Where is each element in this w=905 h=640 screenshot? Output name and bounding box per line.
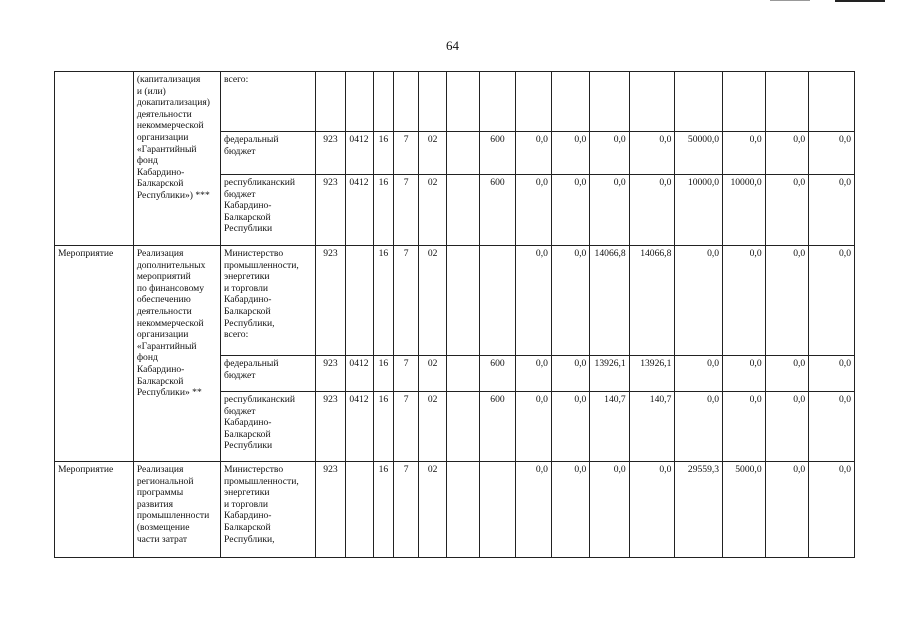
value-cell: 13926,1 bbox=[590, 356, 629, 392]
code-cell: 16 bbox=[373, 132, 394, 175]
value-cell: 0,0 bbox=[629, 175, 675, 246]
code-cell: 16 bbox=[373, 462, 394, 558]
code-cell bbox=[345, 246, 373, 356]
value-cell: 0,0 bbox=[675, 246, 723, 356]
value-cell bbox=[551, 72, 589, 132]
code-cell: 02 bbox=[419, 462, 447, 558]
code-cell: 7 bbox=[394, 392, 419, 462]
row-type-cell: Мероприятие bbox=[55, 246, 134, 462]
code-cell: 600 bbox=[480, 392, 515, 462]
code-cell: 923 bbox=[316, 356, 345, 392]
page-number: 64 bbox=[446, 38, 459, 53]
code-cell: 7 bbox=[394, 175, 419, 246]
code-cell: 02 bbox=[419, 175, 447, 246]
code-cell: 923 bbox=[316, 392, 345, 462]
value-cell: 0,0 bbox=[675, 392, 723, 462]
header-rule-left bbox=[770, 0, 810, 1]
value-cell: 0,0 bbox=[675, 356, 723, 392]
row-type-cell bbox=[55, 72, 134, 246]
code-cell: 0412 bbox=[345, 175, 373, 246]
value-cell: 0,0 bbox=[551, 356, 589, 392]
value-cell: 0,0 bbox=[515, 175, 551, 246]
code-cell: 923 bbox=[316, 132, 345, 175]
value-cell: 50000,0 bbox=[675, 132, 723, 175]
value-cell: 0,0 bbox=[809, 392, 855, 462]
value-cell: 0,0 bbox=[515, 462, 551, 558]
value-cell: 0,0 bbox=[515, 246, 551, 356]
code-cell bbox=[447, 356, 480, 392]
value-cell: 0,0 bbox=[809, 132, 855, 175]
value-cell: 0,0 bbox=[629, 462, 675, 558]
code-cell bbox=[316, 72, 345, 132]
code-cell bbox=[480, 246, 515, 356]
code-cell bbox=[447, 462, 480, 558]
value-cell: 10000,0 bbox=[723, 175, 766, 246]
value-cell: 0,0 bbox=[551, 246, 589, 356]
code-cell: 0412 bbox=[345, 392, 373, 462]
source-cell: всего: bbox=[221, 72, 316, 132]
value-cell: 0,0 bbox=[765, 246, 809, 356]
value-cell: 0,0 bbox=[551, 462, 589, 558]
code-cell: 7 bbox=[394, 246, 419, 356]
value-cell: 0,0 bbox=[809, 246, 855, 356]
code-cell: 923 bbox=[316, 246, 345, 356]
value-cell: 14066,8 bbox=[629, 246, 675, 356]
value-cell: 0,0 bbox=[809, 356, 855, 392]
code-cell: 7 bbox=[394, 132, 419, 175]
code-cell: 600 bbox=[480, 132, 515, 175]
code-cell bbox=[394, 72, 419, 132]
table-row bbox=[55, 462, 855, 558]
code-cell bbox=[345, 72, 373, 132]
header-rule-right bbox=[835, 0, 885, 2]
source-cell: республиканский бюджет Кабардино- Балкарской Республики bbox=[221, 175, 316, 246]
code-cell bbox=[447, 175, 480, 246]
value-cell bbox=[765, 72, 809, 132]
value-cell: 0,0 bbox=[590, 132, 629, 175]
code-cell bbox=[480, 462, 515, 558]
code-cell: 16 bbox=[373, 356, 394, 392]
code-cell: 16 bbox=[373, 246, 394, 356]
value-cell bbox=[590, 72, 629, 132]
code-cell: 16 bbox=[373, 175, 394, 246]
code-cell: 7 bbox=[394, 356, 419, 392]
value-cell: 14066,8 bbox=[590, 246, 629, 356]
row-name-cell: Реализация дополнительных мероприятий по финансовому обеспечению деятельности некоммерческой организации «Гарантийный фонд Кабардино- Балкарской Республики» ** bbox=[133, 246, 220, 462]
value-cell: 140,7 bbox=[590, 392, 629, 462]
table-row bbox=[55, 72, 855, 132]
value-cell: 0,0 bbox=[551, 175, 589, 246]
value-cell: 0,0 bbox=[723, 132, 766, 175]
value-cell: 0,0 bbox=[765, 356, 809, 392]
code-cell: 923 bbox=[316, 462, 345, 558]
source-cell: Министерство промышленности, энергетики и торговли Кабардино- Балкарской Республики, всего: bbox=[221, 246, 316, 356]
code-cell bbox=[447, 246, 480, 356]
value-cell: 140,7 bbox=[629, 392, 675, 462]
source-cell: республиканский бюджет Кабардино- Балкарской Республики bbox=[221, 392, 316, 462]
value-cell: 0,0 bbox=[551, 132, 589, 175]
value-cell: 0,0 bbox=[723, 356, 766, 392]
budget-table bbox=[54, 71, 855, 558]
value-cell: 5000,0 bbox=[723, 462, 766, 558]
value-cell: 0,0 bbox=[765, 462, 809, 558]
code-cell: 02 bbox=[419, 132, 447, 175]
value-cell: 0,0 bbox=[590, 175, 629, 246]
code-cell: 02 bbox=[419, 246, 447, 356]
code-cell: 0412 bbox=[345, 356, 373, 392]
code-cell: 02 bbox=[419, 392, 447, 462]
row-name-cell: Реализация региональной программы развития промышленности (возмещение части затрат bbox=[133, 462, 220, 558]
value-cell: 0,0 bbox=[765, 132, 809, 175]
code-cell: 16 bbox=[373, 392, 394, 462]
value-cell: 0,0 bbox=[809, 175, 855, 246]
code-cell bbox=[345, 462, 373, 558]
value-cell: 0,0 bbox=[515, 356, 551, 392]
value-cell: 0,0 bbox=[551, 392, 589, 462]
table-row bbox=[55, 246, 855, 356]
code-cell bbox=[480, 72, 515, 132]
code-cell: 600 bbox=[480, 175, 515, 246]
row-name-cell: (капитализация и (или) докапитализация) деятельности некоммерческой организации «Гарантийный фонд Кабардино- Балкарской Республики») *** bbox=[133, 72, 220, 246]
code-cell bbox=[419, 72, 447, 132]
value-cell: 29559,3 bbox=[675, 462, 723, 558]
code-cell bbox=[447, 132, 480, 175]
value-cell: 0,0 bbox=[515, 392, 551, 462]
code-cell: 02 bbox=[419, 356, 447, 392]
value-cell: 0,0 bbox=[515, 132, 551, 175]
value-cell bbox=[809, 72, 855, 132]
value-cell bbox=[515, 72, 551, 132]
code-cell bbox=[447, 72, 480, 132]
value-cell: 13926,1 bbox=[629, 356, 675, 392]
value-cell bbox=[723, 72, 766, 132]
value-cell: 0,0 bbox=[629, 132, 675, 175]
code-cell: 0412 bbox=[345, 132, 373, 175]
value-cell: 0,0 bbox=[723, 392, 766, 462]
value-cell bbox=[629, 72, 675, 132]
code-cell: 600 bbox=[480, 356, 515, 392]
source-cell: федеральный бюджет bbox=[221, 132, 316, 175]
value-cell: 0,0 bbox=[765, 392, 809, 462]
source-cell: Министерство промышленности, энергетики и торговли Кабардино- Балкарской Республики, bbox=[221, 462, 316, 558]
row-type-cell: Мероприятие bbox=[55, 462, 134, 558]
value-cell: 10000,0 bbox=[675, 175, 723, 246]
value-cell: 0,0 bbox=[590, 462, 629, 558]
value-cell: 0,0 bbox=[723, 246, 766, 356]
code-cell bbox=[447, 392, 480, 462]
code-cell: 923 bbox=[316, 175, 345, 246]
source-cell: федеральный бюджет bbox=[221, 356, 316, 392]
value-cell: 0,0 bbox=[765, 175, 809, 246]
value-cell bbox=[675, 72, 723, 132]
code-cell: 7 bbox=[394, 462, 419, 558]
value-cell: 0,0 bbox=[809, 462, 855, 558]
code-cell bbox=[373, 72, 394, 132]
